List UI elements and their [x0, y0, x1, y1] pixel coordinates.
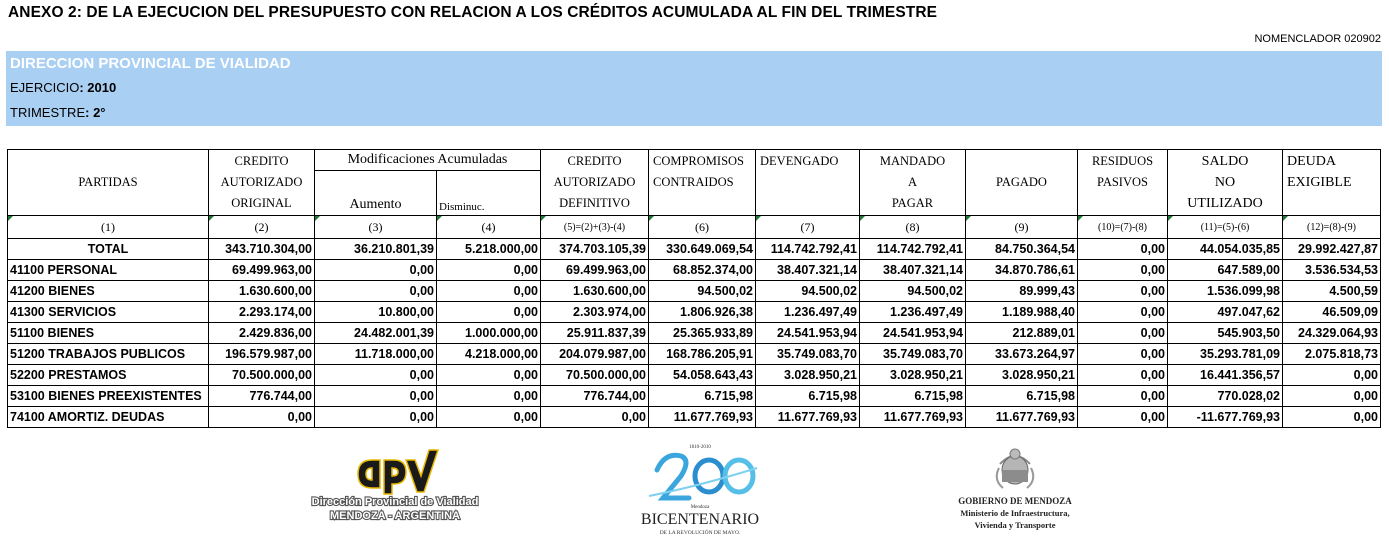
- partida-name: 41300 SERVICIOS: [8, 302, 209, 323]
- dpv-name: Dirección Provincial de Vialidad: [311, 496, 479, 508]
- cell-value: 0,00: [1078, 239, 1168, 260]
- cell-value: 6.715,98: [649, 386, 756, 407]
- table-row: [8, 365, 1381, 386]
- colnum-9: (9): [966, 216, 1078, 239]
- ministry-line2: Vivienda y Transporte: [974, 520, 1056, 530]
- organization-name: DIRECCION PROVINCIAL DE VIALIDAD: [10, 55, 291, 72]
- cell-value: 4.218.000,00: [437, 344, 541, 365]
- cell-value: 38.407.321,14: [860, 260, 966, 281]
- cell-value: 545.903,50: [1168, 323, 1283, 344]
- cell-value: 24.329.064,93: [1283, 323, 1381, 344]
- cell-value: 3.028.950,21: [860, 365, 966, 386]
- colnum-1: (1): [8, 216, 209, 239]
- cell-value: 36.210.801,39: [315, 239, 437, 260]
- cell-value: 0,00: [315, 407, 437, 428]
- cell-value: 0,00: [437, 386, 541, 407]
- info-banner: [6, 51, 1382, 126]
- cell-value: 29.992.427,87: [1283, 239, 1381, 260]
- ejercicio-line: EJERCICIO: 2010: [10, 80, 117, 95]
- colnum-6: (6): [649, 216, 756, 239]
- cell-value: 0,00: [1078, 302, 1168, 323]
- colnum-3: (3): [315, 216, 437, 239]
- cell-value: 0,00: [1078, 407, 1168, 428]
- cell-value: 24.541.953,94: [756, 323, 860, 344]
- cell-value: 25.365.933,89: [649, 323, 756, 344]
- cell-value: 0,00: [1078, 344, 1168, 365]
- cell-value: 54.058.643,43: [649, 365, 756, 386]
- cell-value: 0,00: [1283, 407, 1381, 428]
- partida-name: 51200 TRABAJOS PUBLICOS: [8, 344, 209, 365]
- table-row: [8, 407, 1381, 428]
- partida-name: TOTAL: [8, 239, 209, 260]
- cell-value: 24.482.001,39: [315, 323, 437, 344]
- document-title: ANEXO 2: DE LA EJECUCION DEL PRESUPUESTO CON RELACION A LOS CRÉDITOS ACUMULADA AL FIN DEL TRIMESTRE: [8, 4, 938, 21]
- cell-value: 35.293.781,09: [1168, 344, 1283, 365]
- partida-name: 52200 PRESTAMOS: [8, 365, 209, 386]
- header-saldo: SALDO NO UTILIZADO: [1168, 150, 1283, 216]
- table-row: [8, 323, 1381, 344]
- header-residuos: RESIDUOS PASIVOS: [1078, 150, 1168, 216]
- table-row: [8, 302, 1381, 323]
- cell-value: 1.630.600,00: [209, 281, 315, 302]
- nomenclador-code: NOMENCLADOR 020902: [1254, 33, 1381, 45]
- cell-value: 0,00: [315, 386, 437, 407]
- cell-value: 0,00: [315, 281, 437, 302]
- cell-value: 46.509,09: [1283, 302, 1381, 323]
- bicentenario-years: 1810-2010: [689, 445, 711, 450]
- cell-value: 11.677.769,93: [966, 407, 1078, 428]
- colnum-11: (11)=(5)-(6): [1168, 216, 1283, 239]
- cell-value: 114.742.792,41: [756, 239, 860, 260]
- cell-value: 11.677.769,93: [860, 407, 966, 428]
- header-credito-original: CREDITO AUTORIZADO ORIGINAL: [209, 150, 315, 216]
- colnum-10: (10)=(7)-(8): [1078, 216, 1168, 239]
- column-number-row: [8, 216, 1381, 239]
- cell-value: 84.750.364,54: [966, 239, 1078, 260]
- cell-value: 168.786.205,91: [649, 344, 756, 365]
- cell-value: 3.028.950,21: [966, 365, 1078, 386]
- colnum-4: (4): [437, 216, 541, 239]
- cell-value: 94.500,02: [756, 281, 860, 302]
- dpv-logo: [300, 446, 490, 526]
- cell-value: 0,00: [1283, 365, 1381, 386]
- trimestre-value: 2°: [93, 105, 106, 120]
- cell-value: 3.536.534,53: [1283, 260, 1381, 281]
- cell-value: 94.500,02: [860, 281, 966, 302]
- partida-name: 41200 BIENES: [8, 281, 209, 302]
- colnum-8: (8): [860, 216, 966, 239]
- table-row: [8, 386, 1381, 407]
- cell-value: 196.579.987,00: [209, 344, 315, 365]
- bicentenario-logo: [635, 440, 765, 540]
- cell-value: 1.236.497,49: [860, 302, 966, 323]
- cell-value: 1.236.497,49: [756, 302, 860, 323]
- cell-value: 330.649.069,54: [649, 239, 756, 260]
- cell-value: 0,00: [541, 407, 649, 428]
- cell-value: 0,00: [1078, 260, 1168, 281]
- table-body: [8, 239, 1381, 428]
- partida-name: 53100 BIENES PREEXISTENTES: [8, 386, 209, 407]
- total-row: [8, 239, 1381, 260]
- cell-value: 25.911.837,39: [541, 323, 649, 344]
- cell-value: 11.718.000,00: [315, 344, 437, 365]
- header-row: [8, 150, 1381, 171]
- cell-value: 6.715,98: [756, 386, 860, 407]
- cell-value: 5.218.000,00: [437, 239, 541, 260]
- cell-value: 24.541.953,94: [860, 323, 966, 344]
- header-modificaciones: Modificaciones Acumuladas: [315, 150, 541, 171]
- bicentenario-200-icon: [649, 455, 757, 498]
- cell-value: 38.407.321,14: [756, 260, 860, 281]
- cell-value: 34.870.786,61: [966, 260, 1078, 281]
- gobierno-name: GOBIERNO DE MENDOZA: [958, 496, 1072, 506]
- cell-value: 374.703.105,39: [541, 239, 649, 260]
- colnum-2: (2): [209, 216, 315, 239]
- budget-table: [7, 149, 1381, 428]
- partida-name: 51100 BIENES: [8, 323, 209, 344]
- cell-value: 94.500,02: [649, 281, 756, 302]
- cell-value: 0,00: [1078, 323, 1168, 344]
- cell-value: 35.749.083,70: [860, 344, 966, 365]
- cell-value: 11.677.769,93: [649, 407, 756, 428]
- colnum-5: (5)=(2)+(3)-(4): [541, 216, 649, 239]
- cell-value: 69.499.963,00: [209, 260, 315, 281]
- header-disminuc: Disminuc.: [437, 171, 541, 216]
- cell-value: 1.806.926,38: [649, 302, 756, 323]
- cell-value: 0,00: [437, 407, 541, 428]
- cell-value: 2.303.974,00: [541, 302, 649, 323]
- cell-value: 10.800,00: [315, 302, 437, 323]
- cell-value: 33.673.264,97: [966, 344, 1078, 365]
- cell-value: 212.889,01: [966, 323, 1078, 344]
- cell-value: 647.589,00: [1168, 260, 1283, 281]
- table-row: [8, 260, 1381, 281]
- cell-value: 343.710.304,00: [209, 239, 315, 260]
- cell-value: 497.047,62: [1168, 302, 1283, 323]
- cell-value: 89.999,43: [966, 281, 1078, 302]
- header-aumento: Aumento: [315, 171, 437, 216]
- trimestre-line: TRIMESTRE: 2°: [10, 105, 106, 120]
- cell-value: 70.500.000,00: [209, 365, 315, 386]
- cell-value: 204.079.987,00: [541, 344, 649, 365]
- cell-value: 1.630.600,00: [541, 281, 649, 302]
- header-devengado: DEVENGADO: [756, 150, 860, 216]
- trimestre-label: TRIMESTRE: [10, 105, 86, 120]
- cell-value: 0,00: [1078, 281, 1168, 302]
- bicentenario-title: BICENTENARIO: [640, 511, 760, 528]
- cell-value: 0,00: [437, 260, 541, 281]
- coat-of-arms-icon: [997, 449, 1034, 488]
- cell-value: 2.075.818,73: [1283, 344, 1381, 365]
- cell-value: 70.500.000,00: [541, 365, 649, 386]
- cell-value: 3.028.950,21: [756, 365, 860, 386]
- cell-value: 0,00: [1283, 386, 1381, 407]
- ejercicio-label: EJERCICIO: [10, 80, 80, 95]
- header-mandado: MANDADO A PAGAR: [860, 150, 966, 216]
- cell-value: 69.499.963,00: [541, 260, 649, 281]
- cell-value: 2.293.174,00: [209, 302, 315, 323]
- cell-value: 6.715,98: [966, 386, 1078, 407]
- ministry-line1: Ministerio de Infraestructura,: [960, 508, 1070, 518]
- header-partidas: PARTIDAS: [8, 150, 209, 216]
- header-pagado: PAGADO: [966, 150, 1078, 216]
- cell-value: 4.500,59: [1283, 281, 1381, 302]
- dpv-mark-icon: [358, 450, 438, 494]
- cell-value: 114.742.792,41: [860, 239, 966, 260]
- table-row: [8, 281, 1381, 302]
- cell-value: 1.536.099,98: [1168, 281, 1283, 302]
- cell-value: 0,00: [315, 365, 437, 386]
- cell-value: 2.429.836,00: [209, 323, 315, 344]
- bicentenario-city: Mendoza: [690, 505, 710, 510]
- cell-value: 68.852.374,00: [649, 260, 756, 281]
- gobierno-mendoza-logo: [945, 442, 1085, 537]
- dpv-location: MENDOZA - ARGENTINA: [330, 510, 460, 522]
- colnum-7: (7): [756, 216, 860, 239]
- cell-value: 776.744,00: [541, 386, 649, 407]
- cell-value: 0,00: [437, 365, 541, 386]
- cell-value: 0,00: [209, 407, 315, 428]
- header-credito-definitivo: CREDITO AUTORIZADO DEFINITIVO: [541, 150, 649, 216]
- cell-value: 1.189.988,40: [966, 302, 1078, 323]
- partida-name: 74100 AMORTIZ. DEUDAS: [8, 407, 209, 428]
- cell-value: 0,00: [437, 281, 541, 302]
- cell-value: 0,00: [437, 302, 541, 323]
- cell-value: 6.715,98: [860, 386, 966, 407]
- cell-value: 1.000.000,00: [437, 323, 541, 344]
- cell-value: 770.028,02: [1168, 386, 1283, 407]
- cell-value: 11.677.769,93: [756, 407, 860, 428]
- cell-value: 0,00: [1078, 365, 1168, 386]
- cell-value: 35.749.083,70: [756, 344, 860, 365]
- cell-value: 0,00: [315, 260, 437, 281]
- ejercicio-value: 2010: [87, 80, 117, 95]
- table-row: [8, 344, 1381, 365]
- cell-value: 44.054.035,85: [1168, 239, 1283, 260]
- header-deuda: DEUDA EXIGIBLE: [1283, 150, 1381, 216]
- colnum-12: (12)=(8)-(9): [1283, 216, 1381, 239]
- cell-value: 776.744,00: [209, 386, 315, 407]
- cell-value: 16.441.356,57: [1168, 365, 1283, 386]
- cell-value: -11.677.769,93: [1168, 407, 1283, 428]
- bicentenario-subtitle: DE LA REVOLUCIÓN DE MAYO.: [659, 530, 741, 536]
- cell-value: 0,00: [1078, 386, 1168, 407]
- header-compromisos: COMPROMISOS CONTRAIDOS: [649, 150, 756, 216]
- partida-name: 41100 PERSONAL: [8, 260, 209, 281]
